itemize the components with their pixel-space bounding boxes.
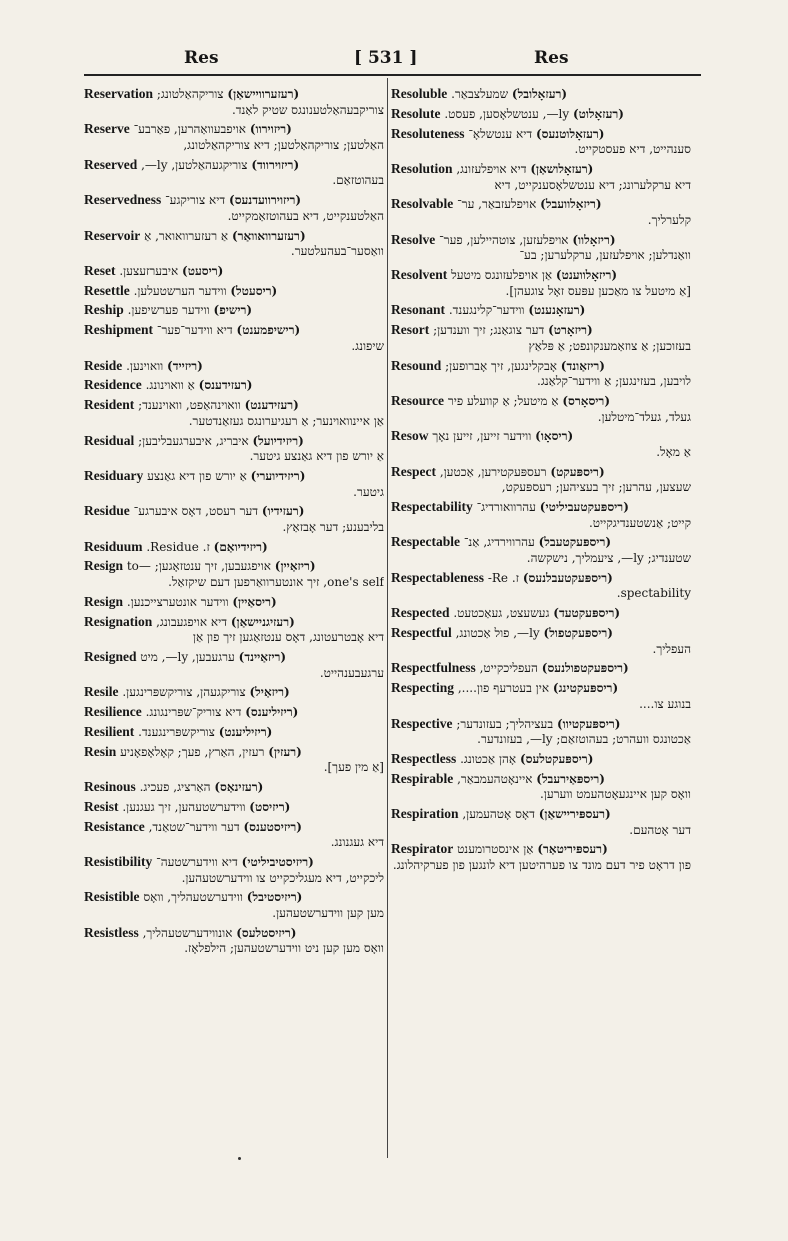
dictionary-entry bbox=[391, 464, 691, 496]
pronunciation: (רישיפ) bbox=[213, 303, 253, 318]
pronunciation: (ריזיסטיביליטי) bbox=[241, 855, 314, 869]
dictionary-entry bbox=[391, 302, 691, 319]
pronunciation: (רעזאָלוט) bbox=[572, 106, 624, 121]
page-number: [ 531 ] bbox=[354, 48, 418, 68]
definition-continued: וואַסער־בעהעלטער. bbox=[290, 244, 384, 259]
headword: Respiration bbox=[391, 806, 459, 822]
dictionary-entry bbox=[391, 106, 691, 123]
headword: Reservedness bbox=[84, 192, 162, 208]
pronunciation: (ריזאָרט) bbox=[548, 323, 593, 338]
definition-continued: שיפונג. bbox=[351, 338, 384, 353]
definition-continued: דיא ערקלערונג; דיא ענטשלאָסענקייט, דיא bbox=[494, 177, 691, 192]
headword: Respected bbox=[391, 605, 450, 621]
definition-continued: שעצען, עהרען; זיך בעציהען; רעספּעקט, bbox=[501, 480, 691, 495]
pronunciation: (ריזיסטענס) bbox=[243, 819, 302, 834]
dictionary-entry bbox=[84, 121, 384, 153]
definition-continued: spectability. bbox=[616, 586, 691, 601]
headword: Residence bbox=[84, 377, 142, 393]
pronunciation: (ריספּעקטעד) bbox=[553, 606, 621, 621]
pronunciation: (ריסאַיין) bbox=[232, 594, 277, 609]
pronunciation: (רעזאָנענט) bbox=[528, 303, 586, 318]
pronunciation: (ריספּעקטלעס) bbox=[519, 751, 594, 766]
definition: ווידער הערשטעלען. bbox=[133, 283, 227, 298]
definition: איבריג, איבערגעבליבען; bbox=[138, 433, 249, 448]
dictionary-entry bbox=[84, 397, 384, 429]
pronunciation: (ריסעטל) bbox=[230, 283, 278, 298]
headword: Resoluteness bbox=[391, 125, 465, 141]
definition: דער רעסט, דאָס איבערגע־ bbox=[133, 504, 259, 519]
pronunciation: (ריספּעקטפולנעס) bbox=[541, 661, 629, 676]
definition: ז. Residue. bbox=[146, 539, 210, 554]
dictionary-entry bbox=[391, 806, 691, 838]
headword: Resistless bbox=[84, 924, 139, 940]
pronunciation: (ריספּעקטפול) bbox=[543, 626, 613, 640]
definition-continued: קלערליך. bbox=[647, 212, 691, 227]
pronunciation: (ריזאַיל) bbox=[249, 685, 290, 700]
pronunciation: (ריזוירווד) bbox=[251, 157, 300, 172]
headword: Resignation bbox=[84, 613, 153, 629]
dictionary-entry bbox=[84, 925, 384, 957]
definition: ווידערשטעהען, זיך געגנען. bbox=[122, 799, 246, 814]
definition: אין בעטרעף פון...., bbox=[457, 681, 550, 696]
headword: Residue bbox=[84, 503, 130, 519]
headword: Respect bbox=[391, 463, 436, 479]
pronunciation: (ריזאָלוועבל) bbox=[540, 197, 602, 212]
definition: עהרווירדיג, אַנ־ bbox=[463, 535, 535, 550]
definition: ly—, ענטשלאָסען, פעסט. bbox=[444, 106, 570, 121]
pronunciation: (ריזיליענס) bbox=[245, 705, 299, 720]
pronunciation: (רעזאָלושאַן) bbox=[530, 161, 594, 176]
dictionary-entry bbox=[84, 468, 384, 500]
headword: Respectfulness bbox=[391, 660, 476, 676]
speck bbox=[238, 1157, 241, 1160]
definition: רעזין, האַרץ, פעך; קאָלאָפאָניע bbox=[120, 744, 265, 759]
definition: דיא צוריק־שפּרינגונג. bbox=[145, 705, 242, 720]
definition: דאָס אָטהעמען, bbox=[462, 807, 535, 822]
pronunciation: (ריספּעקטעביליטי) bbox=[539, 500, 629, 515]
definition: האַרציג, פעכיג. bbox=[139, 780, 211, 795]
definition: אַ רעזערוואואר, אַ bbox=[144, 228, 229, 243]
dictionary-entry bbox=[391, 196, 691, 228]
pronunciation: (ריספּאַירעבל) bbox=[536, 771, 605, 786]
definition: ווידער אונטערצייכנען. bbox=[126, 594, 229, 609]
definition: אונווידערשטעהליך, bbox=[142, 925, 233, 940]
dictionary-entry bbox=[84, 704, 384, 721]
definition: ly—, פול אַכטונג, bbox=[455, 626, 540, 640]
definition-continued: סענהייט, דיא פעסטקייט. bbox=[574, 142, 691, 157]
headword: Resist bbox=[84, 798, 119, 814]
definition: דיא צוריקגע־ bbox=[165, 193, 226, 208]
headword: Reset bbox=[84, 262, 116, 278]
headword: Respectable bbox=[391, 534, 460, 550]
definition-continued: וואָס מען קען ניט ווידערשטעהען; הילפלאָז. bbox=[184, 941, 384, 956]
pronunciation: (ריסעט) bbox=[182, 263, 224, 278]
definition: דיא ענטשלאָ־ bbox=[468, 126, 533, 141]
definition: אַן אינסטרומענט bbox=[457, 842, 534, 857]
headword: Resonant bbox=[391, 302, 446, 318]
definition-continued: אַ יורש פון דיא גאַנצע גיטער. bbox=[249, 449, 384, 464]
headword: Resilient bbox=[84, 723, 135, 739]
dictionary-entry bbox=[84, 377, 384, 394]
definition-continued: העפליך. bbox=[652, 641, 691, 656]
definition: דיא ווידער־פער־ bbox=[156, 323, 233, 338]
pronunciation: (ריספּעקט) bbox=[550, 464, 605, 479]
pronunciation: (רעזין) bbox=[268, 744, 302, 759]
dictionary-entry bbox=[391, 680, 691, 712]
dictionary-entry bbox=[391, 358, 691, 390]
headword: Respectableness bbox=[391, 569, 484, 585]
definition-continued: בליבענע; דער אָבזאַץ. bbox=[282, 519, 384, 534]
definition: אָבקלינגען, זיך אָברופען; bbox=[445, 358, 557, 373]
dictionary-entry bbox=[84, 157, 384, 189]
dictionary-entry bbox=[84, 614, 384, 646]
dictionary-entry bbox=[391, 534, 691, 566]
dictionary-entry bbox=[84, 684, 384, 701]
definition: אויפגעבען, זיך ענטזאָגען; —to bbox=[126, 559, 271, 574]
dictionary-entry bbox=[84, 779, 384, 796]
dictionary-entry bbox=[84, 192, 384, 224]
pronunciation: (ריזיסטיבל) bbox=[246, 890, 303, 905]
headword: Resolvent bbox=[391, 267, 448, 283]
header-left-guide-word: Res bbox=[184, 48, 219, 68]
headword: Respirable bbox=[391, 770, 454, 786]
headword: Resolvable bbox=[391, 196, 454, 212]
pronunciation: (רעזערוויישאַן) bbox=[227, 87, 300, 101]
definition: צוריקגעהאַלטען, ly—, bbox=[141, 157, 248, 172]
definition-continued: האַלטענקייט, דיא בעהוטזאַמקייט. bbox=[227, 208, 384, 223]
headword: Resolution bbox=[391, 160, 453, 176]
headword: Respectability bbox=[391, 499, 473, 515]
definition: צוריקשפּרינגענד. bbox=[138, 724, 215, 739]
dictionary-entry bbox=[84, 649, 384, 681]
pronunciation: (רעזידענט) bbox=[244, 398, 299, 413]
pronunciation: (רעזאָלובל) bbox=[511, 87, 568, 101]
definition: דיא אויפלעזונג, bbox=[456, 161, 527, 176]
dictionary-entry bbox=[84, 854, 384, 886]
headword: Resident bbox=[84, 397, 135, 413]
definition: איבערזעצען. bbox=[119, 263, 179, 278]
pronunciation: (ריסאָרס) bbox=[562, 393, 611, 408]
dictionary-entry bbox=[84, 744, 384, 776]
definition-continued: געלד, געלד־מיטלען. bbox=[597, 409, 691, 424]
pronunciation: (רישיפמענט) bbox=[236, 323, 301, 338]
headword: Respirator bbox=[391, 841, 454, 857]
pronunciation: (רעזערוואוואַר) bbox=[231, 228, 306, 243]
pronunciation: (רעזינאַס) bbox=[214, 780, 264, 795]
headword: Reship bbox=[84, 302, 124, 318]
column-divider bbox=[387, 78, 388, 1158]
definition: העפליכקייט, bbox=[479, 661, 538, 676]
dictionary-entry bbox=[391, 660, 691, 677]
definition: ווידער זייען, זייען נאָך bbox=[432, 429, 532, 444]
definition-continued: פון דראָט פיר דעם מונד צו פערהיטען דיא לונגען פון פערקיהלונג. bbox=[392, 858, 691, 873]
headword: Reservation bbox=[84, 86, 153, 101]
pronunciation: (ריזאַונד) bbox=[560, 358, 605, 373]
definition: צוריקהאַלטונג; bbox=[156, 87, 224, 101]
definition-continued: בעזוכען; אַ צוזאַמענקונפט; אַ פּלאַץ bbox=[528, 338, 691, 353]
pronunciation: (ריזאָלוו) bbox=[572, 232, 616, 247]
headword: Resistance bbox=[84, 818, 145, 834]
definition: געשעצט, געאַכטעט. bbox=[453, 606, 550, 621]
definition-continued: האַלטען; צוריקהאַלטען; דיא צוריקהאַלטונג, bbox=[183, 137, 384, 152]
dictionary-entry bbox=[391, 625, 691, 657]
dictionary-entry bbox=[84, 433, 384, 465]
definition: דער צוגאַנג; זיך ווענדען; bbox=[433, 323, 545, 338]
pronunciation: (ריזאַיין) bbox=[274, 559, 316, 574]
pronunciation: (ריזיסט) bbox=[249, 799, 291, 814]
headword: Resile bbox=[84, 684, 119, 700]
headword: Respecting bbox=[391, 680, 454, 696]
definition: אויפלעזבאַר, ער־ bbox=[457, 197, 537, 212]
definition: ערגעבען, ly—, מיט bbox=[140, 649, 235, 664]
definition: עהרוואורדיג־ bbox=[476, 500, 536, 515]
dictionary-entry bbox=[84, 302, 384, 319]
headword: Respectless bbox=[391, 750, 457, 766]
headword: Reshipment bbox=[84, 322, 154, 338]
pronunciation: (ריזידיוערי) bbox=[250, 468, 306, 483]
headword: Reside bbox=[84, 357, 123, 373]
headword: Resort bbox=[391, 322, 430, 338]
headword: Resettle bbox=[84, 282, 130, 298]
definition-continued: [אַ מין פעך]. bbox=[323, 760, 384, 775]
pronunciation: (ריזייד) bbox=[167, 358, 203, 373]
pronunciation: (ריספּעקטעבל) bbox=[538, 535, 612, 550]
definition: שמעלצבאַר. bbox=[451, 87, 509, 101]
headword: Resoluble bbox=[391, 86, 448, 101]
dictionary-entry bbox=[84, 283, 384, 300]
definition: ווידערשטעהליך, וואָס bbox=[143, 890, 243, 905]
pronunciation: (רעזיגניישאַן) bbox=[230, 614, 295, 629]
dictionary-entry bbox=[391, 499, 691, 531]
headword: Resinous bbox=[84, 779, 136, 795]
definition-continued: מען קען ווידערשטעהען. bbox=[272, 905, 384, 920]
definition: אַ מיטעל; אַ קוועלע פיר bbox=[447, 393, 559, 408]
definition: וואוינהאַפט, וואוינענד; bbox=[138, 398, 241, 413]
definition-continued: אַכטונגס וועהרט; בעהוטזאַם; ly—, בעזונדער. bbox=[477, 732, 691, 747]
dictionary-entry bbox=[391, 751, 691, 768]
dictionary-entry bbox=[391, 161, 691, 193]
headword: Resigned bbox=[84, 648, 137, 664]
headword: Resow bbox=[391, 428, 429, 444]
definition-continued: קייט; אַנשטענדיגקייט. bbox=[588, 515, 691, 530]
definition-continued: ליכקייט, דיא מעגליכקייט צו ווידערשטעהען. bbox=[181, 870, 384, 885]
headword: Respectful bbox=[391, 625, 452, 640]
headword: Resign bbox=[84, 593, 124, 609]
definition: בעציהליך; בעזונדער; bbox=[456, 716, 554, 731]
dictionary-entry bbox=[391, 322, 691, 354]
dictionary-entry bbox=[84, 539, 384, 556]
headword: Reservoir bbox=[84, 227, 141, 243]
definition-continued: בנוגע צו.... bbox=[639, 696, 691, 711]
pronunciation: (ריזידיואַם) bbox=[213, 539, 268, 554]
definition: וואוינען. bbox=[126, 358, 164, 373]
definition: דיא ווידערשטעה־ bbox=[156, 855, 238, 869]
pronunciation: (ריזיסטלעס) bbox=[236, 925, 297, 940]
pronunciation: (ריספּעקטיוו) bbox=[556, 716, 621, 731]
definition: ווידער פערשיפען. bbox=[127, 303, 210, 318]
headword: Residuum bbox=[84, 538, 143, 554]
pronunciation: (ריזאָלווענט) bbox=[555, 268, 618, 283]
definition: רעספּעקטירען, אַכטען, bbox=[439, 464, 547, 479]
dictionary-entry bbox=[84, 322, 384, 354]
pronunciation: (ריספּעקטעבלנעס) bbox=[522, 570, 613, 585]
dictionary-entry bbox=[391, 841, 691, 873]
definition-continued: אַ מאָל. bbox=[656, 444, 691, 459]
definition: צוריקגעהן, צוריקשפּרינגען. bbox=[122, 685, 246, 700]
definition-continued: צוריקבעהאַלטענונגס שטיק לאַנד. bbox=[231, 102, 384, 117]
definition: אַן אויפלעזונגס מיטעל bbox=[451, 268, 553, 283]
pronunciation: (ריזוירוו) bbox=[249, 122, 292, 137]
headword: Reserve bbox=[84, 121, 130, 137]
pronunciation: (רעזאָלוטנעס) bbox=[535, 126, 605, 141]
dictionary-entry bbox=[84, 228, 384, 260]
definition-continued: דיא געגנונג. bbox=[330, 835, 384, 850]
headword: Resolve bbox=[391, 231, 436, 247]
dictionary-entry bbox=[391, 570, 691, 602]
definition: אויפלעזען, צוטהיילען, פער־ bbox=[439, 232, 569, 247]
headword: Resource bbox=[391, 392, 444, 408]
headword: Resin bbox=[84, 743, 117, 759]
page-header bbox=[84, 42, 704, 72]
dictionary-entry bbox=[84, 86, 384, 118]
headword: Residual bbox=[84, 432, 135, 448]
definition-continued: one's self, זיך אונטערוואַרפען דעם שיקזאַל. bbox=[168, 575, 384, 590]
dictionary-entry bbox=[84, 358, 384, 375]
definition: דיא אויפגעבונג, bbox=[156, 614, 228, 629]
definition: אויפבעוואַהרען, פאַרבע־ bbox=[133, 122, 247, 137]
definition-continued: [אַ מיטעל צו מאַכען עפּעס זאָל צוגעהן]. bbox=[505, 283, 691, 298]
dictionary-entry bbox=[84, 503, 384, 535]
dictionary-entry bbox=[84, 263, 384, 280]
headword: Resound bbox=[391, 357, 442, 373]
headword: Resistible bbox=[84, 889, 140, 905]
dictionary-entry bbox=[391, 232, 691, 264]
pronunciation: (רעזידענס) bbox=[198, 378, 253, 393]
pronunciation: (רעספּיריישאַן) bbox=[538, 807, 611, 822]
dictionary-entry bbox=[391, 267, 691, 299]
definition-continued: גיטער. bbox=[353, 484, 384, 499]
dictionary-entry bbox=[84, 594, 384, 611]
dictionary-entry bbox=[391, 86, 691, 103]
definition-continued: אַן איינוואוינער; אַ רעגיערונגס געזאַנדטער. bbox=[188, 413, 384, 428]
pronunciation: (ריזוירוועדנעס) bbox=[229, 193, 302, 208]
headword: Reserved bbox=[84, 156, 138, 172]
pronunciation: (רעזידיו) bbox=[261, 504, 305, 519]
header-rule bbox=[84, 74, 701, 76]
definition-continued: בעהוטזאַם. bbox=[332, 173, 384, 188]
headword: Respective bbox=[391, 715, 453, 731]
pronunciation: (ריסאָו) bbox=[535, 429, 574, 444]
headword: Resistibility bbox=[84, 854, 153, 869]
headword: Residuary bbox=[84, 467, 144, 483]
definition-continued: דיא אָבטרעטונג, דאָס ענטזאַגען זיך פון אַן bbox=[192, 630, 384, 645]
definition: אַ וואוינונג. bbox=[145, 378, 195, 393]
dictionary-entry bbox=[84, 558, 384, 590]
pronunciation: (ריזיליענט) bbox=[218, 724, 273, 739]
definition-continued: וואָס קען איינגעאָטהעמט ווערען. bbox=[539, 787, 691, 802]
dictionary-entry bbox=[391, 126, 691, 158]
definition-continued: לויבען, בעזינגען; אַ ווידער־קלאַנג. bbox=[537, 374, 691, 389]
header-right-guide-word: Res bbox=[534, 48, 569, 68]
headword: Resign bbox=[84, 558, 124, 574]
dictionary-entry bbox=[391, 393, 691, 425]
definition: אַ יורש פון דיא גאַנצע bbox=[147, 468, 247, 483]
pronunciation: (ריזידיועל) bbox=[252, 433, 304, 448]
definition: ווידער־קלינגענד. bbox=[448, 303, 525, 318]
right-column bbox=[391, 86, 691, 877]
definition: דער ווידער־שטאַנד, bbox=[148, 819, 240, 834]
dictionary-entry bbox=[84, 819, 384, 851]
dictionary-entry bbox=[84, 724, 384, 741]
headword: Resilience bbox=[84, 704, 142, 720]
headword: Resolute bbox=[391, 105, 441, 121]
pronunciation: (רעספּיריטאַר) bbox=[537, 842, 608, 857]
definition: איינאָטהעמבאַר, bbox=[457, 771, 533, 786]
dictionary-entry bbox=[391, 771, 691, 803]
definition-continued: שטענדיג; ly—, ציעמליך, נישקשה. bbox=[526, 551, 691, 566]
definition-continued: דער אָטהעם. bbox=[629, 822, 691, 837]
left-column bbox=[84, 86, 384, 960]
pronunciation: (ריספּעקטינג) bbox=[552, 681, 619, 696]
dictionary-entry bbox=[84, 889, 384, 921]
dictionary-entry bbox=[84, 799, 384, 816]
definition: ז. Re- bbox=[487, 570, 520, 585]
definition-continued: וואַנדלען; אויפלעזען, ערקלערען; בע־ bbox=[519, 248, 691, 263]
dictionary-entry bbox=[391, 605, 691, 622]
pronunciation: (ריזאַיינד) bbox=[238, 649, 287, 664]
definition: אָהן אַכטונג. bbox=[460, 751, 517, 766]
dictionary-entry bbox=[391, 716, 691, 748]
definition-continued: ערגעבענהייט. bbox=[319, 665, 384, 680]
dictionary-entry bbox=[391, 428, 691, 460]
